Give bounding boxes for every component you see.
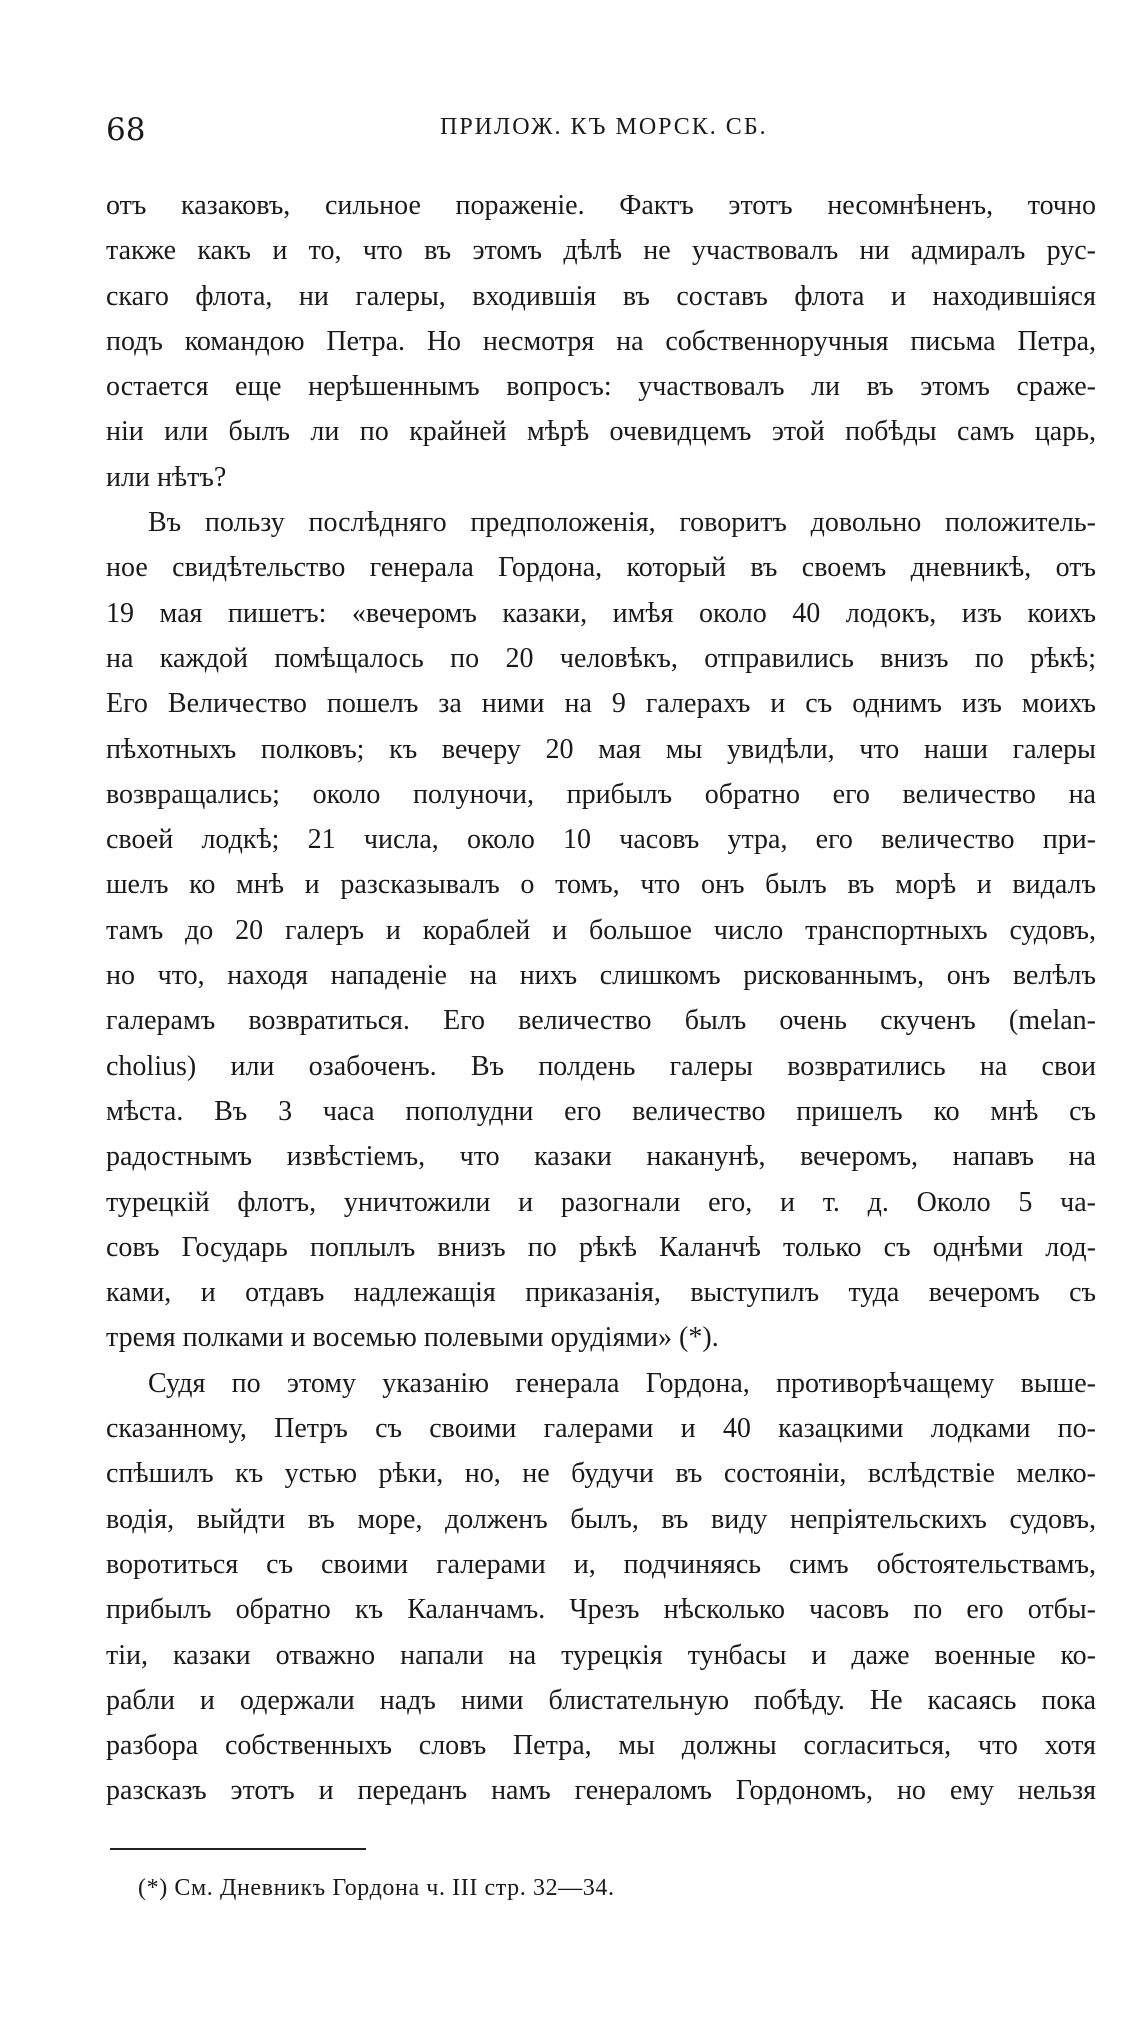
text-line: прибылъ обратно къ Каланчамъ. Чрезъ нѣсколько часовъ по его отбы- <box>106 1594 1096 1626</box>
footnote: (*) См. Дневникъ Гордона ч. III стр. 32—34. <box>138 1875 615 1901</box>
text-line: ками, и отдавъ надлежащія приказанія, выступилъ туда вечеромъ съ <box>106 1277 1096 1309</box>
text-line: спѣшилъ къ устью рѣки, но, не будучи въ состояніи, вслѣдствіе мелко- <box>106 1458 1096 1490</box>
footnote-divider <box>110 1848 366 1850</box>
body-text <box>106 183 1096 1814</box>
paragraph-start: Въ пользу послѣдняго предположенія, говоритъ довольно положитель- <box>148 507 1096 539</box>
text-line: галерамъ возвратиться. Его величество былъ очень скученъ (melan- <box>106 1005 1096 1037</box>
text-line: остается еще нерѣшеннымъ вопросъ: участвовалъ ли въ этомъ сраже- <box>106 371 1096 403</box>
text-line: воротиться съ своими галерами и, подчиняясь симъ обстоятельствамъ, <box>106 1548 1096 1580</box>
text-line: на каждой помѣщалось по 20 человѣкъ, отправились внизъ по рѣкѣ; <box>106 642 1096 674</box>
running-head: ПРИЛОЖ. КЪ МОРСК. СБ. <box>440 114 768 140</box>
text-line: турецкій флотъ, уничтожили и разогнали его, и т. д. Около 5 ча- <box>106 1186 1096 1218</box>
text-line: разбора собственныхъ словъ Петра, мы должны согласиться, что хотя <box>106 1730 1096 1762</box>
text-line: разсказъ этотъ и переданъ намъ генераломъ Гордономъ, но ему нельзя <box>106 1775 1096 1807</box>
text-line: своей лодкѣ; 21 числа, около 10 часовъ утра, его величество при- <box>106 824 1096 856</box>
text-line: ное свидѣтельство генерала Гордона, который въ своемъ дневникѣ, отъ <box>106 552 1096 584</box>
text-line: тіи, казаки отважно напали на турецкія тунбасы и даже военные ко- <box>106 1639 1096 1671</box>
text-line: ніи или былъ ли по крайней мѣрѣ очевидцемъ этой побѣды самъ царь, <box>106 416 1096 448</box>
text-line: или нѣтъ? <box>106 461 227 493</box>
text-line: тамъ до 20 галеръ и кораблей и большое число транспортныхъ судовъ, <box>106 914 1096 946</box>
text-line: 19 мая пишетъ: «вечеромъ казаки, имѣя около 40 лодокъ, изъ коихъ <box>106 597 1096 629</box>
text-line: но что, находя нападеніе на нихъ слишкомъ рискованнымъ, онъ велѣлъ <box>106 960 1096 992</box>
paragraph-start: Судя по этому указанію генерала Гордона, противорѣчащему выше- <box>148 1367 1096 1399</box>
text-line: пѣхотныхъ полковъ; къ вечеру 20 мая мы увидѣли, что наши галеры <box>106 733 1096 765</box>
text-line: отъ казаковъ, сильное пораженіе. Фактъ этотъ несомнѣненъ, точно <box>106 190 1096 221</box>
text-line: подъ командою Петра. Но несмотря на собственноручныя письма Петра, <box>106 325 1096 357</box>
text-line: совъ Государь поплылъ внизъ по рѣкѣ Каланчѣ только съ однѣми лод- <box>106 1231 1096 1263</box>
text-line: тремя полками и восемью полевыми орудіями» (*). <box>106 1322 719 1354</box>
text-line: водія, выйдти въ море, долженъ былъ, въ виду непріятельскихъ судовъ, <box>106 1503 1096 1535</box>
text-line: сказанному, Петръ съ своими галерами и 40 казацкими лодками по- <box>106 1413 1096 1445</box>
text-line: возвращались; около полуночи, прибылъ обратно его величество на <box>106 778 1096 810</box>
text-line: радостнымъ извѣстіемъ, что казаки наканунѣ, вечеромъ, напавъ на <box>106 1141 1096 1173</box>
text-line: cholius) или озабоченъ. Въ полдень галеры возвратились на свои <box>106 1050 1096 1082</box>
text-line: шелъ ко мнѣ и разсказывалъ о томъ, что онъ былъ въ морѣ и видалъ <box>106 869 1096 901</box>
text-line: рабли и одержали надъ ними блистательную побѣду. Не касаясь пока <box>106 1684 1096 1716</box>
text-line: мѣста. Въ 3 часа пополудни его величество пришелъ ко мнѣ съ <box>106 1095 1096 1127</box>
text-line: скаго флота, ни галеры, входившія въ составъ флота и находившіяся <box>106 280 1096 312</box>
page-number: 68 <box>106 112 146 148</box>
text-line: также какъ и то, что въ этомъ дѣлѣ не участвовалъ ни адмиралъ рус- <box>106 235 1096 267</box>
text-line: Его Величество пошелъ за ними на 9 галерахъ и съ однимъ изъ моихъ <box>106 688 1096 720</box>
